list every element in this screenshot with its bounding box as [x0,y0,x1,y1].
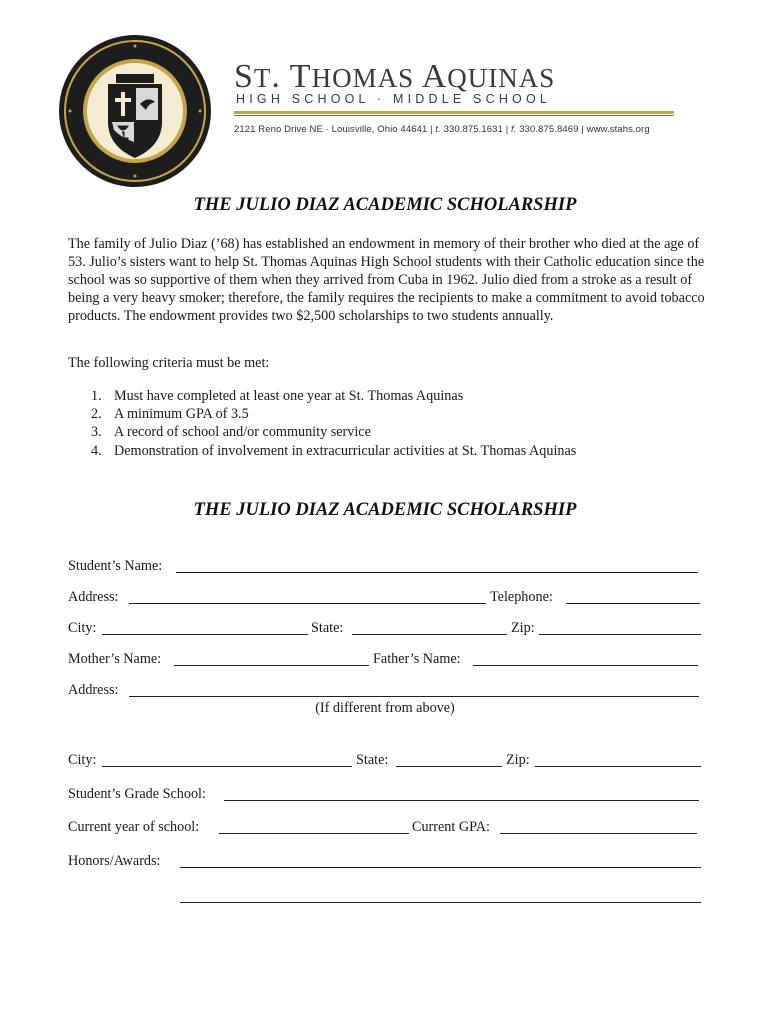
school-phone: 330.875.1631 | [443,124,509,135]
fathers-name-field[interactable] [473,665,698,666]
honors-label: Honors/Awards: [68,853,161,869]
school-website: www.stahs.org [586,124,650,135]
city-field[interactable] [102,634,308,635]
city-label: City: [68,620,97,636]
school-fax: 330.875.8469 | [519,124,584,135]
current-gpa-field[interactable] [500,833,697,834]
fax-prefix: f. [511,124,517,135]
criteria-list [68,387,576,460]
header-dark-rule [234,115,674,116]
current-year-field[interactable] [219,833,409,834]
school-name: ST. THOMAS AQUINAS [234,58,556,95]
if-different-note: (If different from above) [315,700,455,716]
criteria-item: 1. Must have completed at least one year at St. Thomas Aquinas [91,388,464,404]
parent-address-label: Address: [68,682,119,698]
current-gpa-label: Current GPA: [412,819,490,835]
address-label: Address: [68,589,119,605]
state-field[interactable] [352,634,507,635]
parent-state-field[interactable] [396,766,502,767]
criteria-intro: The following criteria must be met: [68,355,270,371]
telephone-field[interactable] [566,603,700,604]
students-name-label: Student’s Name: [68,558,163,574]
parent-zip-field[interactable] [535,766,701,767]
zip-field[interactable] [539,634,701,635]
zip-label: Zip: [511,620,535,636]
parent-city-label: City: [68,752,97,768]
scholarship-title: THE JULIO DIAZ ACADEMIC SCHOLARSHIP [193,195,577,215]
honors-field[interactable] [180,867,701,868]
school-subtitle: HIGH SCHOOL · MIDDLE SCHOOL [236,92,552,106]
current-year-label: Current year of school: [68,819,200,835]
parent-city-field[interactable] [102,766,352,767]
scholarship-description: The family of Julio Diaz (’68) has established an endowment in memory of their brother who died at the age of 53. Julio’s sisters want to help St. Thomas Aquinas High School students with their Catholic education since the school was so supportive of them when they arrived from Cuba in 1962. Julio died from a stroke as a result of being a very heavy smoker; therefore, the family requires the recipients to make a commitment to avoid tobacco products. The endowment provides two $2,500 scholarships to two students annually. [68,236,705,325]
state-label: State: [311,620,344,636]
parent-address-field[interactable] [129,696,699,697]
form-title: THE JULIO DIAZ ACADEMIC SCHOLARSHIP [193,500,577,520]
mothers-name-label: Mother’s Name: [68,651,162,667]
grade-school-field[interactable] [224,800,699,801]
students-name-field[interactable] [176,572,698,573]
phone-prefix: t. [435,124,441,135]
mothers-name-field[interactable] [174,665,369,666]
parent-zip-label: Zip: [506,752,530,768]
telephone-label: Telephone: [490,589,553,605]
criteria-item: 3. A record of school and/or community service [91,424,371,441]
fathers-name-label: Father’s Name: [373,651,461,667]
grade-school-label: Student’s Grade School: [68,786,206,802]
criteria-item: 4. Demonstration of involvement in extracurricular activities at St. Thomas Aquinas [91,442,577,459]
header-gold-rule [234,111,674,114]
school-address: 2121 Reno Drive NE · Louisville, Ohio 44641 | [234,124,433,135]
address-field[interactable] [129,603,486,604]
school-seal-icon [58,34,212,188]
parent-state-label: State: [356,752,389,768]
school-contact [234,124,650,135]
honors-field-line-2[interactable] [180,902,701,903]
criteria-item: 2. A minimum GPA of 3.5 [91,406,249,423]
